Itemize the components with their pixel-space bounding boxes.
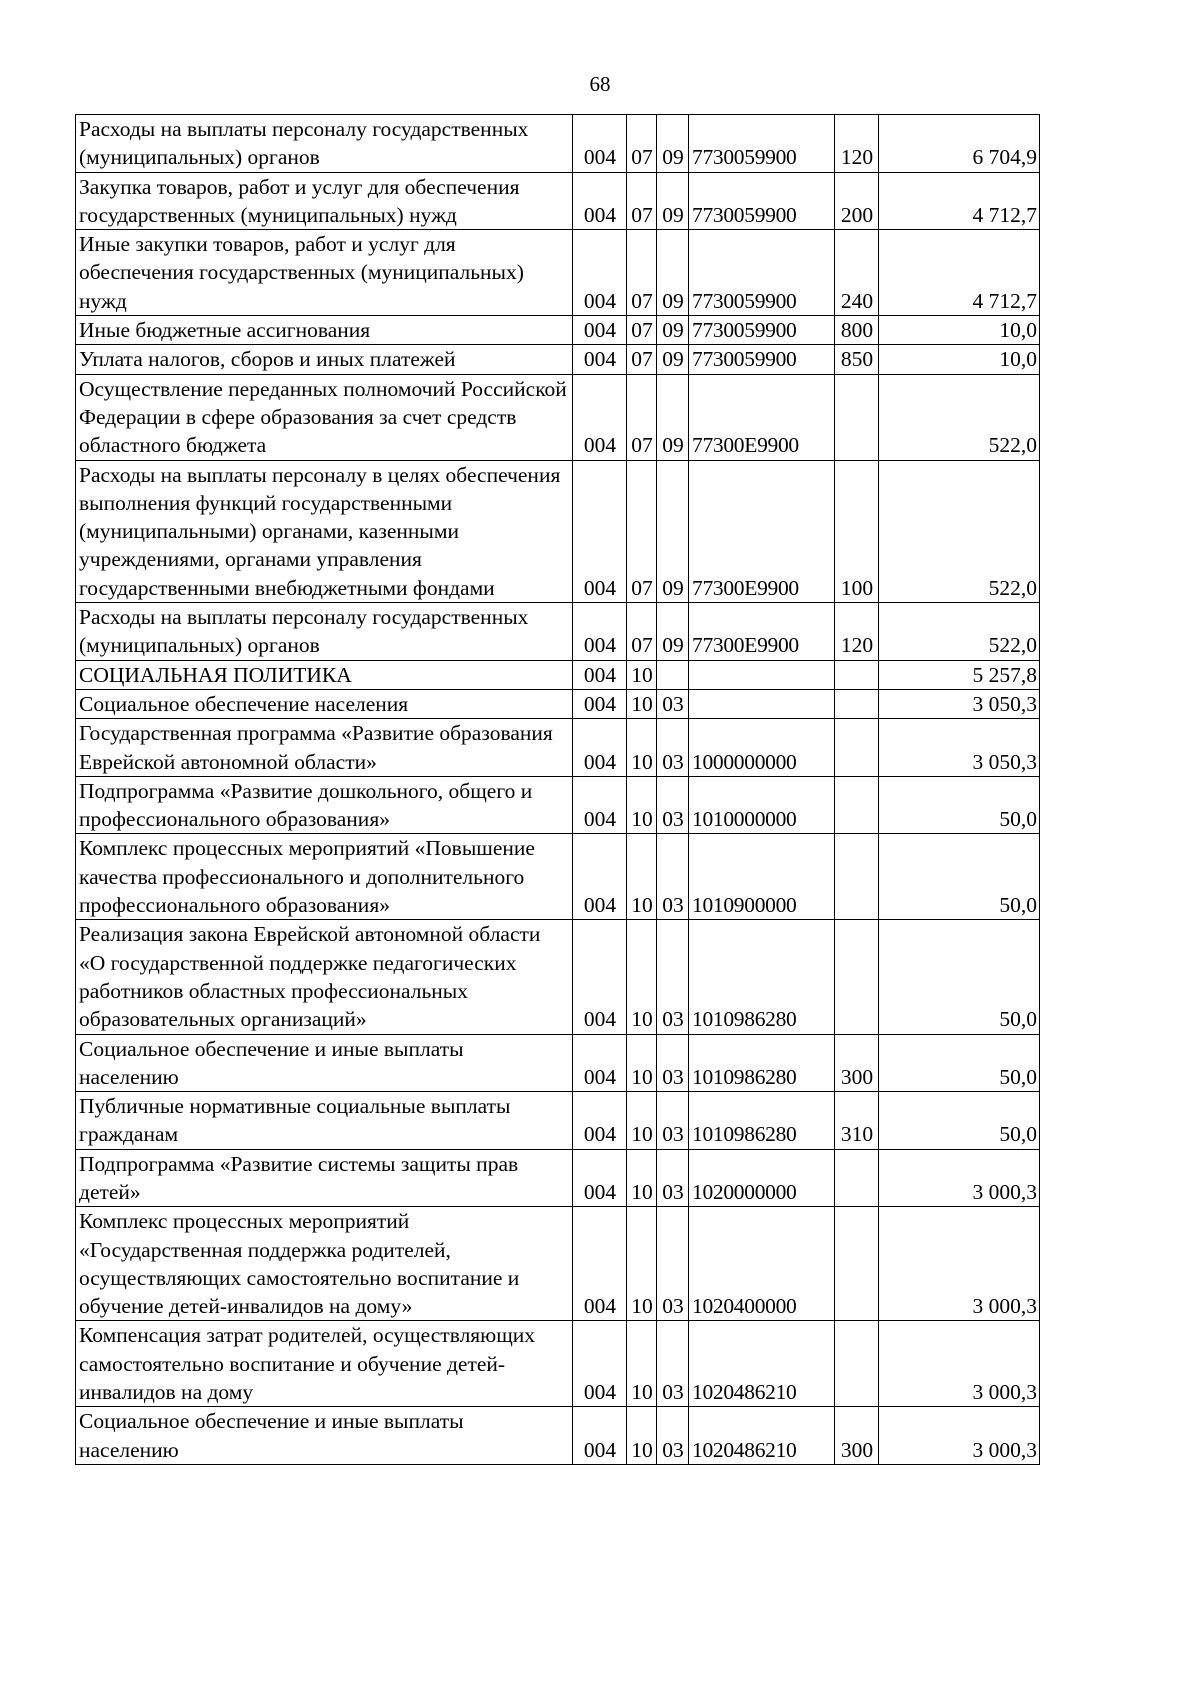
row-grbs-cell: 004 [573,1034,627,1092]
row-name-cell: Уплата налогов, сборов и иных платежей [76,345,573,374]
row-amount-cell: 10,0 [879,345,1040,374]
row-target-article-cell: 1020000000 [689,1149,835,1207]
row-grbs-cell: 004 [573,1207,627,1321]
row-subsection-cell: 03 [657,689,689,718]
row-expense-type-cell [835,1207,879,1321]
row-amount-cell: 3 050,3 [879,689,1040,718]
row-expense-type-cell: 100 [835,460,879,602]
row-amount-cell: 50,0 [879,1092,1040,1150]
row-grbs-cell: 004 [573,1149,627,1207]
row-expense-type-cell: 850 [835,345,879,374]
row-grbs-cell: 004 [573,1321,627,1407]
row-name-cell: Расходы на выплаты персоналу государственных (муниципальных) органов [76,603,573,661]
row-target-article-cell: 7730059900 [689,172,835,230]
row-grbs-cell: 004 [573,689,627,718]
row-target-article-cell: 1020486210 [689,1321,835,1407]
row-name-cell: Социальное обеспечение населения [76,689,573,718]
table-row [76,316,1040,345]
row-target-article-cell: 7730059900 [689,230,835,316]
row-subsection-cell: 03 [657,834,689,920]
row-target-article-cell: 7730059900 [689,345,835,374]
row-amount-cell: 5 257,8 [879,660,1040,689]
row-expense-type-cell [835,660,879,689]
row-section-cell: 07 [627,460,657,602]
row-amount-cell: 3 000,3 [879,1207,1040,1321]
table-row [76,689,1040,718]
row-amount-cell: 3 000,3 [879,1321,1040,1407]
row-name-cell: Социальное обеспечение и иные выплаты населению [76,1034,573,1092]
row-subsection-cell: 03 [657,920,689,1034]
row-grbs-cell: 004 [573,172,627,230]
row-subsection-cell: 03 [657,776,689,834]
row-target-article-cell: 77300Е9900 [689,603,835,661]
row-section-cell: 10 [627,1034,657,1092]
row-target-article-cell: 7730059900 [689,115,835,173]
row-grbs-cell: 004 [573,920,627,1034]
row-expense-type-cell: 120 [835,115,879,173]
row-section-cell: 07 [627,230,657,316]
row-name-cell: Комплекс процессных мероприятий «Повышение качества профессионального и дополнительного профессионального образования» [76,834,573,920]
row-expense-type-cell [835,374,879,460]
row-subsection-cell: 03 [657,1149,689,1207]
row-expense-type-cell: 800 [835,316,879,345]
row-section-cell: 07 [627,316,657,345]
row-expense-type-cell [835,689,879,718]
table-row [76,1407,1040,1465]
row-amount-cell: 3 000,3 [879,1149,1040,1207]
page-number: 68 [589,72,611,96]
row-name-cell: Социальное обеспечение и иные выплаты населению [76,1407,573,1465]
row-grbs-cell: 004 [573,603,627,661]
table-row [76,115,1040,173]
row-section-cell: 07 [627,374,657,460]
row-target-article-cell: 1010000000 [689,776,835,834]
row-name-cell: Закупка товаров, работ и услуг для обеспечения государственных (муниципальных) нужд [76,172,573,230]
row-expense-type-cell [835,1149,879,1207]
row-name-cell: Подпрограмма «Развитие дошкольного, общего и профессионального образования» [76,776,573,834]
row-target-article-cell: 1000000000 [689,719,835,777]
row-amount-cell: 522,0 [879,460,1040,602]
table-row [76,1034,1040,1092]
row-target-article-cell: 1010986280 [689,920,835,1034]
row-target-article-cell [689,660,835,689]
row-amount-cell: 6 704,9 [879,115,1040,173]
row-name-cell: Реализация закона Еврейской автономной области «О государственной поддержке педагогических работников областных профессиональных образовательных организаций» [76,920,573,1034]
row-target-article-cell: 1010986280 [689,1092,835,1150]
row-subsection-cell: 09 [657,460,689,602]
row-grbs-cell: 004 [573,345,627,374]
table-row [76,719,1040,777]
row-section-cell: 07 [627,603,657,661]
row-grbs-cell: 004 [573,316,627,345]
row-section-cell: 10 [627,776,657,834]
row-name-cell: Компенсация затрат родителей, осуществляющих самостоятельно воспитание и обучение детей-инвалидов на дому [76,1321,573,1407]
row-section-cell: 10 [627,920,657,1034]
row-grbs-cell: 004 [573,230,627,316]
row-subsection-cell: 09 [657,230,689,316]
table-row [76,1321,1040,1407]
row-grbs-cell: 004 [573,776,627,834]
row-amount-cell: 50,0 [879,920,1040,1034]
row-target-article-cell: 77300Е9900 [689,460,835,602]
row-amount-cell: 4 712,7 [879,172,1040,230]
row-expense-type-cell: 240 [835,230,879,316]
row-subsection-cell [657,660,689,689]
row-amount-cell: 522,0 [879,374,1040,460]
row-amount-cell: 50,0 [879,834,1040,920]
row-expense-type-cell [835,776,879,834]
row-name-cell: Осуществление переданных полномочий Российской Федерации в сфере образования за счет средств областного бюджета [76,374,573,460]
row-grbs-cell: 004 [573,374,627,460]
row-target-article-cell: 77300Е9900 [689,374,835,460]
row-grbs-cell: 004 [573,719,627,777]
row-name-cell: Комплекс процессных мероприятий «Государственная поддержка родителей, осуществляющих самостоятельно воспитание и обучение детей-инвалидов на дому» [76,1207,573,1321]
row-section-cell: 10 [627,1149,657,1207]
table-row [76,776,1040,834]
table-row [76,1207,1040,1321]
table-row [76,1149,1040,1207]
row-subsection-cell: 09 [657,345,689,374]
row-grbs-cell: 004 [573,1092,627,1150]
row-subsection-cell: 09 [657,172,689,230]
row-subsection-cell: 03 [657,1321,689,1407]
table-row [76,920,1040,1034]
row-expense-type-cell [835,719,879,777]
row-section-cell: 07 [627,345,657,374]
row-grbs-cell: 004 [573,834,627,920]
row-target-article-cell: 1020400000 [689,1207,835,1321]
table-row [76,1092,1040,1150]
row-target-article-cell: 1010900000 [689,834,835,920]
row-name-cell: Иные бюджетные ассигнования [76,316,573,345]
row-expense-type-cell: 300 [835,1407,879,1465]
row-subsection-cell: 03 [657,1034,689,1092]
row-section-cell: 10 [627,1321,657,1407]
row-subsection-cell: 09 [657,115,689,173]
row-section-cell: 10 [627,689,657,718]
row-section-cell: 10 [627,1207,657,1321]
row-name-cell: Расходы на выплаты персоналу государственных (муниципальных) органов [76,115,573,173]
row-section-cell: 10 [627,834,657,920]
row-name-cell: Подпрограмма «Развитие системы защиты прав детей» [76,1149,573,1207]
table-row [76,834,1040,920]
row-grbs-cell: 004 [573,1407,627,1465]
row-amount-cell: 10,0 [879,316,1040,345]
row-subsection-cell: 09 [657,374,689,460]
row-grbs-cell: 004 [573,115,627,173]
row-section-cell: 10 [627,1407,657,1465]
row-subsection-cell: 03 [657,1407,689,1465]
table-row [76,345,1040,374]
budget-table-body [76,115,1040,1465]
row-grbs-cell: 004 [573,460,627,602]
row-subsection-cell: 03 [657,1207,689,1321]
row-target-article-cell: 1020486210 [689,1407,835,1465]
row-amount-cell: 50,0 [879,1034,1040,1092]
row-amount-cell: 50,0 [879,776,1040,834]
row-amount-cell: 3 050,3 [879,719,1040,777]
row-expense-type-cell [835,1321,879,1407]
table-row [76,660,1040,689]
row-grbs-cell: 004 [573,660,627,689]
row-amount-cell: 4 712,7 [879,230,1040,316]
row-expense-type-cell: 120 [835,603,879,661]
table-row [76,460,1040,602]
row-name-cell: Государственная программа «Развитие образования Еврейской автономной области» [76,719,573,777]
row-expense-type-cell: 310 [835,1092,879,1150]
table-row [76,172,1040,230]
row-expense-type-cell [835,920,879,1034]
row-expense-type-cell: 200 [835,172,879,230]
row-name-cell: Иные закупки товаров, работ и услуг для обеспечения государственных (муниципальных) нужд [76,230,573,316]
row-expense-type-cell [835,834,879,920]
row-section-cell: 10 [627,1092,657,1150]
row-target-article-cell: 1010986280 [689,1034,835,1092]
table-row [76,603,1040,661]
row-section-cell: 10 [627,660,657,689]
row-target-article-cell [689,689,835,718]
row-target-article-cell: 7730059900 [689,316,835,345]
row-name-cell: Публичные нормативные социальные выплаты гражданам [76,1092,573,1150]
row-section-cell: 10 [627,719,657,777]
row-name-cell: Расходы на выплаты персоналу в целях обеспечения выполнения функций государственными (муниципальными) органами, казенными учреждениями, органами управления государственными внебюджетными фондами [76,460,573,602]
row-subsection-cell: 03 [657,1092,689,1150]
row-subsection-cell: 09 [657,603,689,661]
table-row [76,374,1040,460]
row-expense-type-cell: 300 [835,1034,879,1092]
row-subsection-cell: 09 [657,316,689,345]
row-subsection-cell: 03 [657,719,689,777]
budget-table [75,114,1040,1465]
table-row [76,230,1040,316]
row-section-cell: 07 [627,115,657,173]
row-section-cell: 07 [627,172,657,230]
row-name-cell: СОЦИАЛЬНАЯ ПОЛИТИКА [76,660,573,689]
row-amount-cell: 3 000,3 [879,1407,1040,1465]
row-amount-cell: 522,0 [879,603,1040,661]
